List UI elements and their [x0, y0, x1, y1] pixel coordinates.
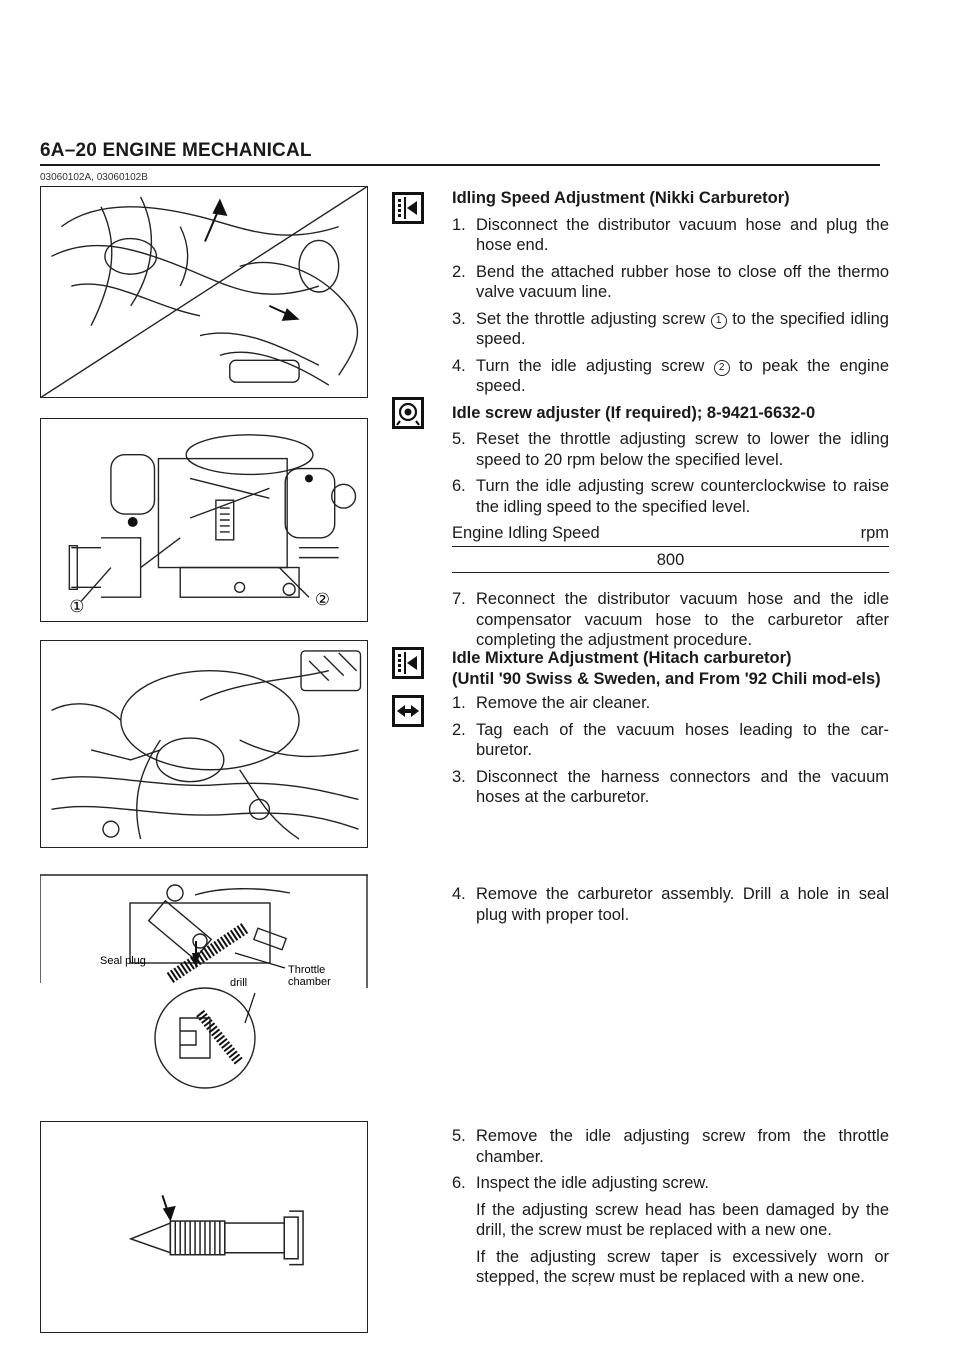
- callout-ref-1: 1: [711, 313, 727, 329]
- section-hitachi: [452, 648, 889, 814]
- figure-nikki-carburetor: [40, 418, 368, 622]
- step-item: 4. Turn the idle adjusting screw 2 to peak the engine speed.: [452, 356, 889, 395]
- section-nikki: [452, 188, 889, 657]
- special-tool-icon: [392, 397, 424, 429]
- step-item: 3. Set the throttle adjusting screw 1 to the specified idling speed.: [452, 309, 889, 348]
- figure-hitachi-engine-bay: [40, 640, 368, 848]
- page-header: 6A–20 ENGINE MECHANICAL: [40, 140, 312, 161]
- note-paragraph: If the adjusting screw head has been damaged by the drill, the screw must be replaced with a new one.: [476, 1200, 889, 1239]
- carburetor-illustration: [41, 419, 367, 621]
- spec-label: Engine Idling Speed: [452, 524, 600, 542]
- callout-1: ①: [69, 596, 85, 617]
- seal-plug-illustration: [40, 873, 368, 1099]
- disconnect-icon: [392, 192, 424, 224]
- disconnect-icon-2: [392, 647, 424, 679]
- step-item: 2. Bend the attached rubber hose to close off the thermo valve vacuum line.: [452, 262, 889, 301]
- figure-engine-hoses: [40, 186, 368, 398]
- step-item: 6. Turn the idle adjusting screw counterclockwise to raise the idling speed to the specified level.: [452, 477, 889, 516]
- label-throttle: Throttle: [288, 964, 326, 976]
- adjusting-screw-illustration: [41, 1122, 367, 1332]
- tool-title: Idle screw adjuster (If required); 8-9421-6632-0: [452, 403, 816, 422]
- callout-2: ②: [314, 589, 330, 610]
- section-hitachi-steps5-6: [452, 1126, 889, 1294]
- label-drill: drill: [230, 977, 248, 989]
- section-title-hitachi: Idle Mixture Adjustment (Hitach carburetor) (Until '90 Swiss & Sweden, and From '92 Chili mod-els): [452, 649, 881, 688]
- step-item: 2. Tag each of the vacuum hoses leading to the car-buretor.: [452, 720, 889, 759]
- section-hitachi-step4: [452, 884, 889, 931]
- step-item: 5. Reset the throttle adjusting screw to lower the idling speed to 20 rpm below the specified level.: [452, 430, 889, 469]
- header-rule: [40, 164, 880, 166]
- spec-unit: rpm: [860, 524, 889, 542]
- figure-adjusting-screw: [40, 1121, 368, 1333]
- step-item: 4. Remove the carburetor assembly. Drill a hole in seal plug with proper tool.: [452, 885, 889, 924]
- section-title-nikki: Idling Speed Adjustment (Nikki Carburetor): [452, 189, 790, 207]
- spec-header-row: [452, 523, 889, 547]
- figure-seal-plug-drill: [40, 873, 368, 1099]
- spec-table: [452, 523, 889, 573]
- note-paragraph: If the adjusting screw taper is excessively worn or stepped, the scŗew must be replaced with a new one.: [476, 1247, 889, 1286]
- step-item: 6. Inspect the idle adjusting screw.: [452, 1174, 709, 1192]
- callout-ref-2: 2: [714, 360, 730, 376]
- step-item: 5. Remove the idle adjusting screw from the throttle chamber.: [452, 1127, 889, 1166]
- label-seal-plug: Seal plug: [100, 955, 146, 967]
- remove-install-icon: [392, 695, 424, 727]
- step-item: 1. Remove the air cleaner.: [452, 694, 651, 712]
- figure-codes: 03060102A, 03060102B: [40, 172, 148, 183]
- step-item: 1. Disconnect the distributor vacuum hose and plug the hose end.: [452, 215, 889, 254]
- step-item: 3. Disconnect the harness connectors and the vacuum hoses at the carburetor.: [452, 767, 889, 806]
- engine-hoses-illustration: [41, 187, 367, 397]
- spec-value: 800: [452, 547, 889, 574]
- engine-bay-illustration: [41, 641, 367, 847]
- step-item: 7. Reconnect the distributor vacuum hose and the idle compensator vacuum hose to the carburetor after completing the adjustment procedure.: [452, 590, 889, 649]
- label-chamber: chamber: [288, 976, 331, 988]
